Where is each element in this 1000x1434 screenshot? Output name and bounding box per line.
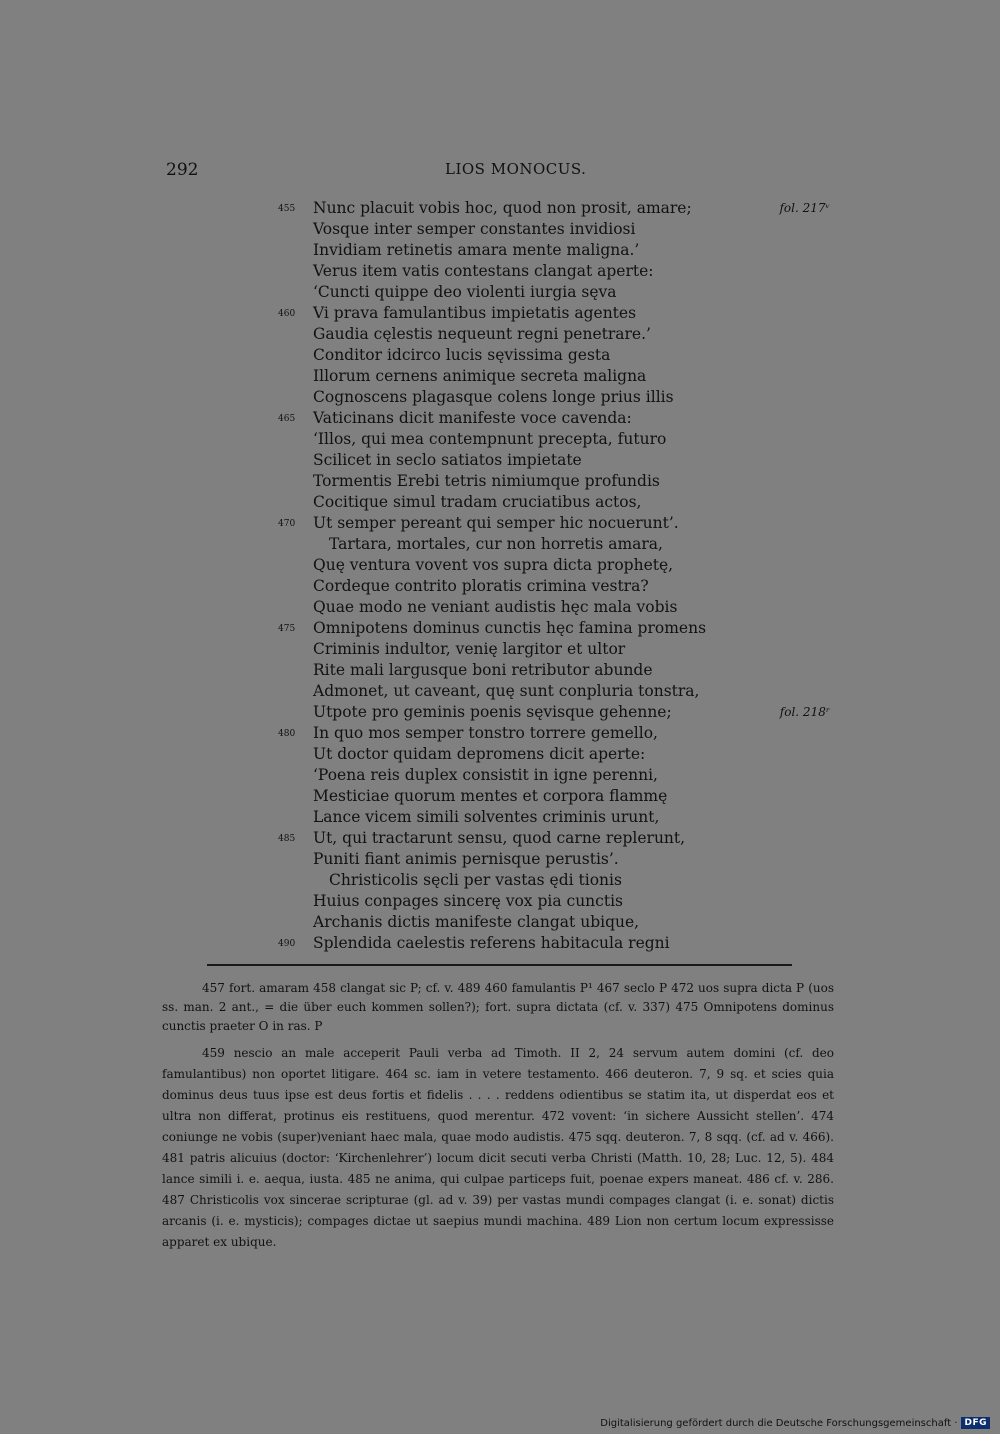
verse-line [270,282,850,303]
line-number: 475 [278,624,296,634]
verse-text: Cognoscens plagasque colens longe prius illis [313,388,674,406]
verse-line [270,786,850,807]
verse-text: Christicolis sęcli per vastas ędi tionis [329,871,622,889]
running-head: LIOS MONOCUS. [445,160,587,178]
verse-line [270,219,850,240]
verse-text: Gaudia cęlestis nequeunt regni penetrare.’ [313,325,651,343]
verse-line [270,765,850,786]
verse-line [270,912,850,933]
verse-line [270,891,850,912]
verse-line [270,429,850,450]
verse-text: ‘Cuncti quippe deo violenti iurgia sęva [313,283,617,301]
verse-text: Illorum cernens animique secreta maligna [313,367,647,385]
verse-line [270,345,850,366]
verse-text: Ut doctor quidam depromens dicit aperte: [313,745,646,763]
verse-text: Vi prava famulantibus impietatis agentes [313,304,637,322]
verse-line [270,618,850,639]
verse-line [270,639,850,660]
verse-text: Tormentis Erebi tetris nimiumque profundis [313,472,660,490]
line-number: 490 [278,939,296,949]
verse-text: Conditor idcirco lucis sęvissima gesta [313,346,611,364]
verse-line [270,681,850,702]
commentary-notes [162,1043,834,1253]
verse-line [270,408,850,429]
folio-marker: fol. 218ʳ [779,705,830,719]
verse-line [270,366,850,387]
verse-text: Quę ventura vovent vos supra dicta prophetę, [313,556,674,574]
verse-line [270,702,850,723]
page-number: 292 [166,160,199,180]
verse-line [270,870,850,891]
verse-text: Ut, qui tractarunt sensu, quod carne replerunt, [313,829,686,847]
verse-line [270,744,850,765]
verse-line [270,324,850,345]
footnote-rule [207,964,792,966]
folio-marker: fol. 217ᵛ [779,201,830,215]
verse-text: Ut semper pereant qui semper hic nocuerunt’. [313,514,679,532]
verse-text: Huius conpages sincerę vox pia cunctis [313,892,623,910]
verse-text: Invidiam retinetis amara mente maligna.’ [313,241,640,259]
footer-text: Digitalisierung gefördert durch die Deutsche Forschungsgemeinschaft · [600,1417,958,1429]
verse-line [270,240,850,261]
verse-text: Vaticinans dicit manifeste voce cavenda: [313,409,632,427]
verse-text: Scilicet in seclo satiatos impietate [313,451,582,469]
verse-line [270,534,850,555]
verse-text: Cocitique simul tradam cruciatibus actos, [313,493,642,511]
verse-line [270,807,850,828]
verse-text: Quae modo ne veniant audistis hęc mala vobis [313,598,678,616]
verse-text: Tartara, mortales, cur non horretis amara, [329,535,663,553]
verse-text: ‘Illos, qui mea contempnunt precepta, futuro [313,430,667,448]
verse-line [270,513,850,534]
critical-apparatus [162,979,834,1036]
verse-line [270,471,850,492]
line-number: 470 [278,519,296,529]
verse-text: Lance vicem simili solventes criminis urunt, [313,808,660,826]
verse-line [270,303,850,324]
verse-line [270,492,850,513]
verse-line [270,450,850,471]
verse-line [270,261,850,282]
verse-text: Verus item vatis contestans clangat aperte: [313,262,654,280]
footer-credit [600,1417,990,1429]
verse-text: Archanis dictis manifeste clangat ubique, [313,913,640,931]
verse-text: Vosque inter semper constantes invidiosi [313,220,636,238]
commentary-text: 459 nescio an male acceperit Pauli verba ad Timoth. II 2, 24 servum autem domini (cf. deo famulantibus) non oportet litigare. 464 sc. iam in vetere testamento. 466 deuteron. 7, 9 sq. et scies quia dominus deus tuus ipse est deus fortis et fidelis . . . . reddens odientibus se statim ita, ut disperdat eos et ultra non differat, protinus eis restituens, quod merentur. 472 vovent: ‘in sichere Aussicht stellen’. 474 coniunge ne vobis (super)veniant haec mala, quae modo audistis. 475 sqq. deuteron. 7, 8 sqq. (cf. ad v. 466). 481 patris alicuius (doctor: ‘Kirchenlehrer’) locum dicit secuti verba Christi (Matth. 10, 28; Luc. 12, 5). 484 lance simili i. e. aequa, iusta. 485 ne anima, qui culpae particeps fuit, poenae expers maneat. 486 cf. v. 286. 487 Christicolis vox sincerae scripturae (gl. ad v. 39) per vastas mundi compages clangat (i. e. sonat) dictis arcanis (i. e. mysticis); compages dictae ut saepius mundi machina. 489 Lion non certum locum expressisse apparet ex ubique. [162,1046,834,1249]
verse-line [270,849,850,870]
verse-text: Nunc placuit vobis hoc, quod non prosit, amare; [313,199,692,217]
verse-text: Rite mali largusque boni retributor abunde [313,661,653,679]
verse-line [270,723,850,744]
line-number: 485 [278,834,296,844]
apparatus-text: 457 fort. amaram 458 clangat sic P; cf. v. 489 460 famulantis P¹ 467 seclo P 472 uos supra dicta P (uos ss. man. 2 ant., = die über euch kommen sollen?); fort. supra dictata (cf. v. 337) 475 Omnipotens dominus cunctis praeter O in ras. P [162,981,834,1033]
line-number: 465 [278,414,296,424]
line-number: 455 [278,204,296,214]
line-number: 480 [278,729,296,739]
verse-line [270,387,850,408]
verse-block [270,198,850,954]
verse-text: Mesticiae quorum mentes et corpora flammę [313,787,668,805]
verse-line [270,597,850,618]
dfg-logo: DFG [961,1417,990,1429]
verse-line [270,555,850,576]
verse-text: In quo mos semper tonstro torrere gemello, [313,724,658,742]
verse-line [270,828,850,849]
verse-text: Puniti fiant animis pernisque perustis’. [313,850,619,868]
verse-line [270,198,850,219]
verse-line [270,576,850,597]
verse-line [270,660,850,681]
verse-text: Splendida caelestis referens habitacula regni [313,934,670,952]
verse-text: Admonet, ut caveant, quę sunt conpluria tonstra, [313,682,700,700]
verse-text: ‘Poena reis duplex consistit in igne perenni, [313,766,658,784]
line-number: 460 [278,309,296,319]
verse-text: Omnipotens dominus cunctis hęc famina promens [313,619,707,637]
verse-text: Cordeque contrito ploratis crimina vestra? [313,577,649,595]
verse-line [270,933,850,954]
verse-text: Criminis indultor, venię largitor et ultor [313,640,626,658]
verse-text: Utpote pro geminis poenis sęvisque gehenne; [313,703,672,721]
